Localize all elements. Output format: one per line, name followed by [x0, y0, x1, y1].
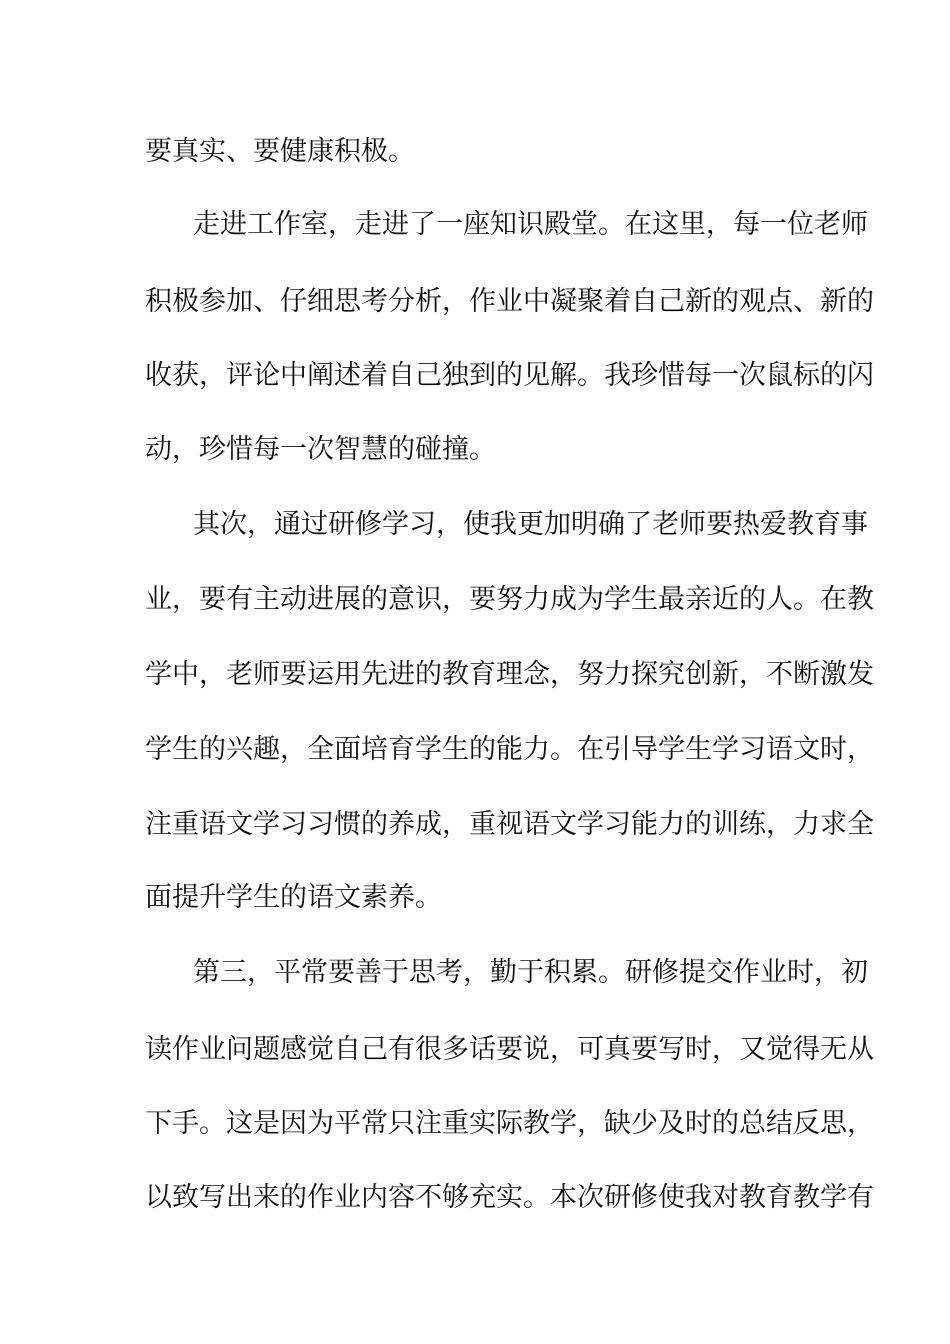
text-line: 收获，评论中阐述着自己独到的见解。我珍惜每一次鼠标的闪: [145, 360, 874, 391]
text-line: 要真实、要健康积极。: [145, 136, 415, 167]
text-line: 动，珍惜每一次智慧的碰撞。: [145, 434, 496, 465]
text-line: 学中，老师要运用先进的教育理念，努力探究创新，不断激发: [145, 659, 874, 690]
paragraph-first-line: 其次，通过研修学习，使我更加明确了老师要热爱教育事: [193, 509, 868, 540]
text-line: 积极参加、仔细思考分析，作业中凝聚着自己新的观点、新的: [145, 286, 874, 317]
text-line: 学生的兴趣，全面培育学生的能力。在引导学生学习语文时，: [145, 734, 874, 765]
paragraph-first-line: 第三，平常要善于思考，勤于积累。研修提交作业时，初: [193, 957, 868, 988]
text-line: 下手。这是因为平常只注重实际教学，缺少及时的总结反思，: [145, 1108, 874, 1139]
text-line: 读作业问题感觉自己有很多话要说，可真要写时，又觉得无从: [145, 1034, 874, 1065]
text-line: 注重语文学习习惯的养成，重视语文学习能力的训练，力求全: [145, 809, 874, 840]
paragraph-first-line: 走进工作室，走进了一座知识殿堂。在这里，每一位老师: [193, 209, 868, 240]
text-line: 面提升学生的语文素养。: [145, 882, 442, 913]
text-line: 以致写出来的作业内容不够充实。本次研修使我对教育教学有: [145, 1182, 874, 1213]
text-line: 业，要有主动进展的意识，要努力成为学生最亲近的人。在教: [145, 584, 874, 615]
